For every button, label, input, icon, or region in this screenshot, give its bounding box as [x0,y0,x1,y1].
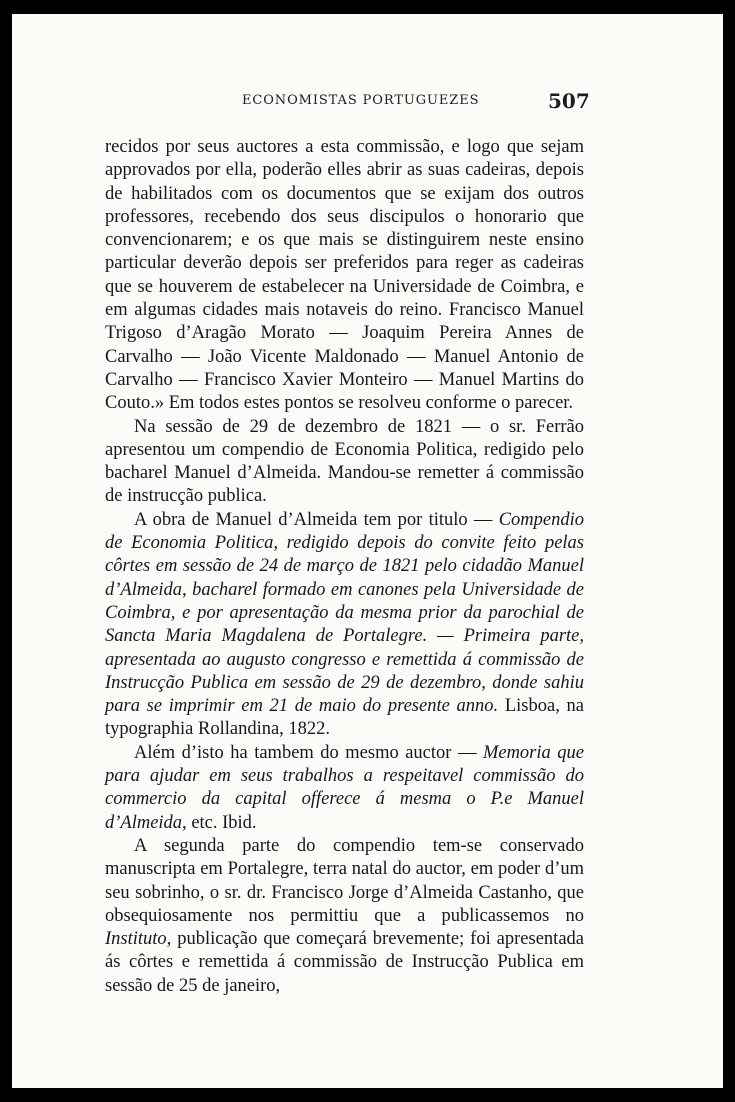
paragraph-other-author-work [105,742,584,835]
paragraph-work-title-italic: Compendio de Economia Politica, redigido depois do convite feito pelas côrtes em sessão de 24 de março de 1821 pelo cidadão Manuel d’Almeida, bacharel formado em canones pela Universidade de Coimbra, e por apresentação da mesma prior da parochial de Sancta Maria Magdalena de Portalegre. — Primeira parte, apresentada ao augusto congresso e remettida á commissão de Instrucção Publica em sessão de 29 de dezembro, donde sahiu para se imprimir em 21 de maio do presente anno. [105,509,584,717]
page-number: 507 [548,89,590,113]
paragraph-other-author-italic: Memoria que para ajudar em seus trabalhos a respeitavel commissão do commercio da capital offerece á mesma o P.e Manuel d’Almeida, [105,742,584,833]
running-title: ECONOMISTAS PORTUGUEZES [242,93,480,108]
paragraph-second-part-italic: Instituto, [105,929,172,950]
paragraph-session-29-december: Na sessão de 29 de dezembro de 1821 — o sr. Ferrão apresentou um compendio de Economia Politica, redigido pelo bacharel Manuel d’Almeida. Mandou-se remetter á commissão de instrucção publica. [105,416,584,507]
paragraph-second-part-intro: A segunda parte do compendio tem-se conservado manuscripta em Portalegre, terra natal do auctor, em poder d’um seu sobrinho, o sr. dr. Francisco Jorge d’Almeida Castanho, que obsequiosamente nos permittiu que a publicassemos no [105,835,584,926]
paragraph-commission-text: recidos por seus auctores a esta commissão, e logo que sejam approvados por ella, poderão elles abrir as suas cadeiras, depois de habilitados com os documentos que se exijam dos outros professores, recebendo dos seus discipulos o honorario que convencionarem; e os que mais se distinguirem neste ensino particular deverão depois ser preferidos para reger as cadeiras que se houverem de estabelecer na Universidade de Coimbra, e em algumas cidades mais notaveis do reino. Francisco Manuel Trigoso d’Aragão Morato — Joaquim Pereira Annes de Carvalho — João Vicente Maldonado — Manuel Antonio de Carvalho — Francisco Xavier Monteiro — Manuel Martins do Couto.» Em todos estes pontos se resolveu conforme o parecer. [105,137,584,414]
body-text [105,136,584,998]
document-page [12,14,723,1088]
paragraph-second-part [105,835,584,998]
paragraph-work-title-tail: Lisboa, na typographia Rollandina, 1822. [105,696,585,740]
paragraph-work-title-intro: A obra de Manuel d’Almeida tem por titulo — [134,509,499,530]
paragraph-work-title [105,509,584,742]
paragraph-other-author-tail: etc. Ibid. [186,812,257,833]
paragraph-other-author-intro: Além d’isto ha tambem do mesmo auctor — [134,742,483,763]
paragraph-second-part-tail: publicação que começará brevemente; foi apresentada ás côrtes e remettida á commissão de Instrucção Publica em sessão de 25 de janeiro, [105,929,584,996]
page-header [12,89,723,113]
